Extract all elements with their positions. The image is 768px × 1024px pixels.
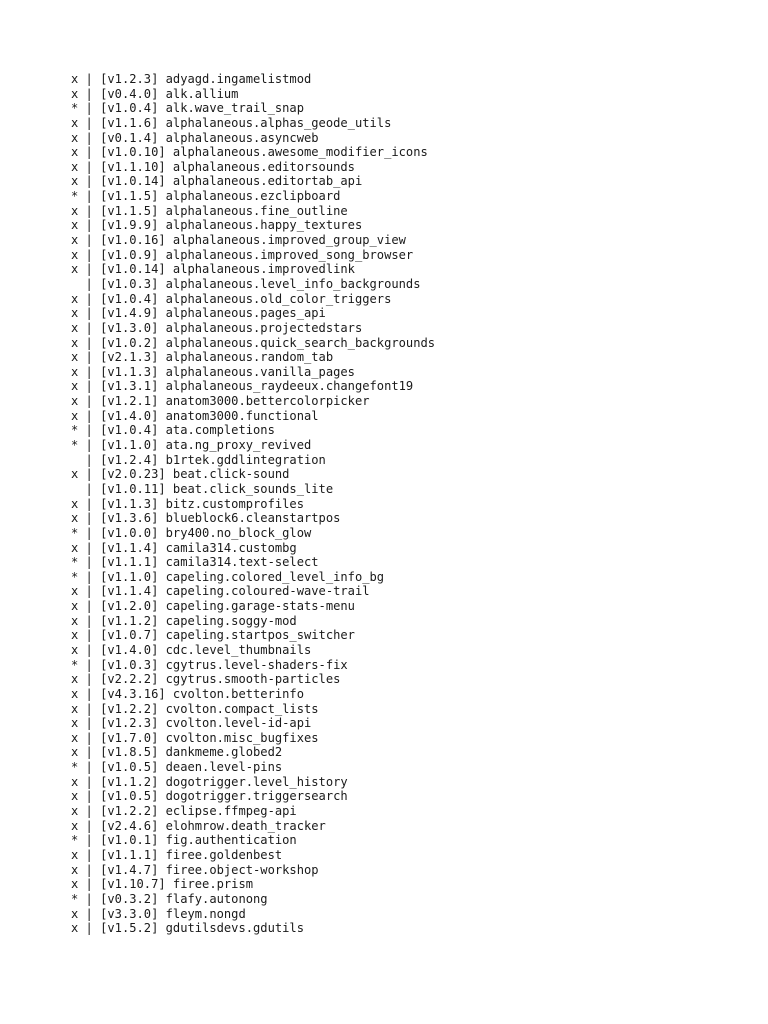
list-item: x | [v0.4.0] alk.allium (71, 86, 239, 101)
list-item: * | [v1.0.0] bry400.no_block_glow (71, 525, 312, 540)
list-item: x | [v1.1.5] alphalaneous.fine_outline (71, 203, 348, 218)
list-item: x | [v1.0.14] alphalaneous.improvedlink (71, 262, 355, 277)
list-item: x | [v1.0.10] alphalaneous.awesome_modifier_icons (71, 145, 428, 160)
list-item: * | [v1.0.1] fig.authentication (71, 833, 297, 848)
list-item: x | [v1.0.9] alphalaneous.improved_song_browser (71, 247, 414, 262)
list-item: x | [v2.1.3] alphalaneous.random_tab (71, 350, 334, 365)
list-item: * | [v1.0.3] cgytrus.level-shaders-fix (71, 657, 348, 672)
list-item: x | [v1.10.7] firee.prism (71, 877, 254, 892)
list-item: x | [v1.3.6] blueblock6.cleanstartpos (71, 511, 341, 526)
list-item: * | [v1.1.0] ata.ng_proxy_revived (71, 438, 312, 453)
list-item: x | [v1.5.2] gdutilsdevs.gdutils (71, 921, 304, 936)
list-item: x | [v2.0.23] beat.click-sound (71, 467, 290, 482)
list-item: x | [v1.0.4] alphalaneous.old_color_triggers (71, 291, 392, 306)
list-item: x | [v1.4.9] alphalaneous.pages_api (71, 306, 326, 321)
list-item: x | [v1.2.0] capeling.garage-stats-menu (71, 599, 355, 614)
list-item: x | [v1.0.16] alphalaneous.improved_group_view (71, 233, 406, 248)
mod-list (71, 72, 435, 936)
list-item: * | [v0.3.2] flafy.autonong (71, 891, 268, 906)
list-item: x | [v1.3.0] alphalaneous.projectedstars (71, 320, 363, 335)
list-item: x | [v1.0.5] dogotrigger.triggersearch (71, 789, 348, 804)
list-item: x | [v1.2.3] cvolton.level-id-api (71, 716, 312, 731)
list-item: x | [v1.1.6] alphalaneous.alphas_geode_utils (71, 115, 392, 130)
list-item: x | [v1.2.2] cvolton.compact_lists (71, 701, 319, 716)
list-item: x | [v2.2.2] cgytrus.smooth-particles (71, 672, 341, 687)
list-item: x | [v1.1.4] capeling.coloured-wave-trail (71, 584, 370, 599)
list-item: | [v1.0.11] beat.click_sounds_lite (71, 481, 334, 496)
list-item: x | [v3.3.0] fleym.nongd (71, 906, 246, 921)
list-item: x | [v1.1.3] alphalaneous.vanilla_pages (71, 364, 355, 379)
list-item: x | [v1.8.5] dankmeme.globed2 (71, 745, 283, 760)
list-item: x | [v1.4.0] anatom3000.functional (71, 408, 319, 423)
list-item: x | [v1.2.3] adyagd.ingamelistmod (71, 72, 312, 86)
list-item: x | [v1.0.7] capeling.startpos_switcher (71, 628, 355, 643)
list-item: x | [v1.4.0] cdc.level_thumbnails (71, 642, 312, 657)
list-item: * | [v1.1.0] capeling.colored_level_info_bg (71, 569, 385, 584)
list-item: x | [v1.0.2] alphalaneous.quick_search_backgrounds (71, 335, 436, 350)
list-item: x | [v2.4.6] elohmrow.death_tracker (71, 818, 326, 833)
list-item: x | [v1.1.4] camila314.custombg (71, 540, 297, 555)
list-item: x | [v1.9.9] alphalaneous.happy_textures (71, 218, 363, 233)
list-item: x | [v4.3.16] cvolton.betterinfo (71, 686, 304, 701)
list-item: * | [v1.1.1] camila314.text-select (71, 555, 319, 570)
list-item: x | [v1.1.1] firee.goldenbest (71, 847, 283, 862)
list-item: x | [v1.1.10] alphalaneous.editorsounds (71, 159, 355, 174)
list-item: x | [v1.0.14] alphalaneous.editortab_api (71, 174, 363, 189)
list-item: x | [v1.2.2] eclipse.ffmpeg-api (71, 804, 297, 819)
list-item: x | [v1.1.2] capeling.soggy-mod (71, 613, 297, 628)
list-item: x | [v1.7.0] cvolton.misc_bugfixes (71, 730, 319, 745)
list-item: x | [v0.1.4] alphalaneous.asyncweb (71, 130, 319, 145)
list-item: * | [v1.0.5] deaen.level-pins (71, 760, 283, 775)
list-item: * | [v1.1.5] alphalaneous.ezclipboard (71, 189, 341, 204)
list-item: x | [v1.4.7] firee.object-workshop (71, 862, 319, 877)
list-item: * | [v1.0.4] alk.wave_trail_snap (71, 101, 304, 116)
list-item: | [v1.0.3] alphalaneous.level_info_backgrounds (71, 276, 421, 291)
list-item: x | [v1.1.2] dogotrigger.level_history (71, 774, 348, 789)
list-item: x | [v1.2.1] anatom3000.bettercolorpicker (71, 394, 370, 409)
list-item: x | [v1.3.1] alphalaneous_raydeeux.changefont19 (71, 379, 414, 394)
list-item: * | [v1.0.4] ata.completions (71, 423, 275, 438)
list-item: x | [v1.1.3] bitz.customprofiles (71, 496, 304, 511)
list-item: | [v1.2.4] b1rtek.gddlintegration (71, 452, 326, 467)
